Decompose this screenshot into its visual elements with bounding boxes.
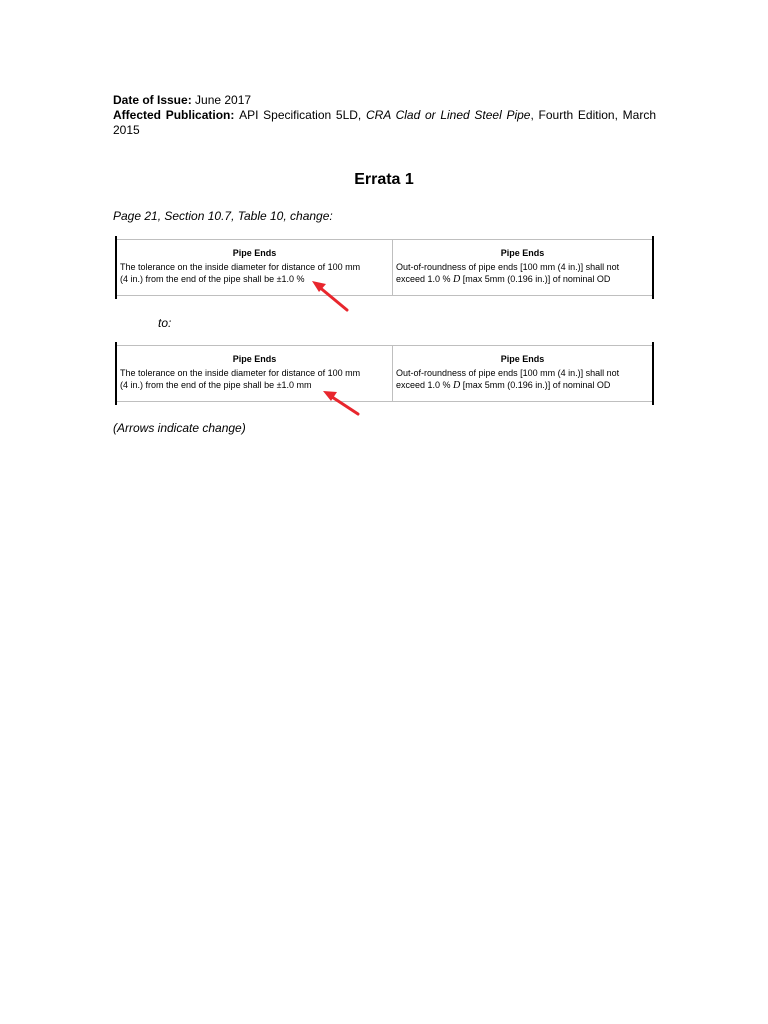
red-arrow-icon — [321, 386, 365, 420]
date-of-issue-value: June 2017 — [195, 93, 252, 107]
original-right-body-part1: Out-of-roundness of pipe ends [100 mm (4 in.)] shall not exceed 1.0 % — [396, 262, 620, 284]
date-of-issue-line — [113, 93, 656, 108]
publication-edition: , Fourth Edition, March 2015 — [113, 108, 656, 137]
publication-title: CRA Clad or Lined Steel Pipe — [365, 108, 531, 122]
original-right-body — [396, 261, 649, 286]
corrected-right-body — [396, 367, 649, 392]
original-left-body: The tolerance on the inside diameter for distance of 100 mm (4 in.) from the end of the pipe shall be ±1.0 % — [120, 262, 361, 284]
corrected-right-body-part2: [max 5mm (0.196 in.)] of nominal OD — [460, 380, 611, 390]
change-location: Page 21, Section 10.7, Table 10, change: — [113, 209, 333, 223]
corrected-left-body: The tolerance on the inside diameter for distance of 100 mm (4 in.) from the end of the pipe shall be ±1.0 mm — [120, 368, 361, 390]
corrected-table — [117, 345, 652, 402]
date-of-issue-label: Date of Issue: — [113, 93, 192, 107]
red-arrow-icon — [310, 276, 354, 316]
corrected-left-heading: Pipe Ends — [232, 354, 277, 364]
arrows-note: (Arrows indicate change) — [113, 421, 246, 435]
corrected-right-cell — [393, 346, 652, 401]
affected-publication-label: Affected Publication: — [113, 108, 235, 122]
original-table — [117, 239, 652, 296]
original-right-cell — [393, 240, 652, 295]
errata-title: Errata 1 — [354, 171, 414, 188]
corrected-right-body-d: D — [453, 380, 461, 391]
corrected-right-heading: Pipe Ends — [500, 354, 545, 364]
original-left-heading: Pipe Ends — [232, 248, 277, 258]
original-right-heading: Pipe Ends — [500, 248, 545, 258]
original-right-body-d: D — [453, 274, 461, 285]
affected-publication-line — [113, 108, 656, 138]
publication-name: API Specification 5LD, — [239, 108, 366, 122]
corrected-right-body-part1: Out-of-roundness of pipe ends [100 mm (4 in.)] shall not exceed 1.0 % — [396, 368, 620, 390]
to-label: to: — [158, 316, 172, 330]
document-header — [113, 93, 656, 138]
original-right-body-part2: [max 5mm (0.196 in.)] of nominal OD — [460, 274, 611, 284]
